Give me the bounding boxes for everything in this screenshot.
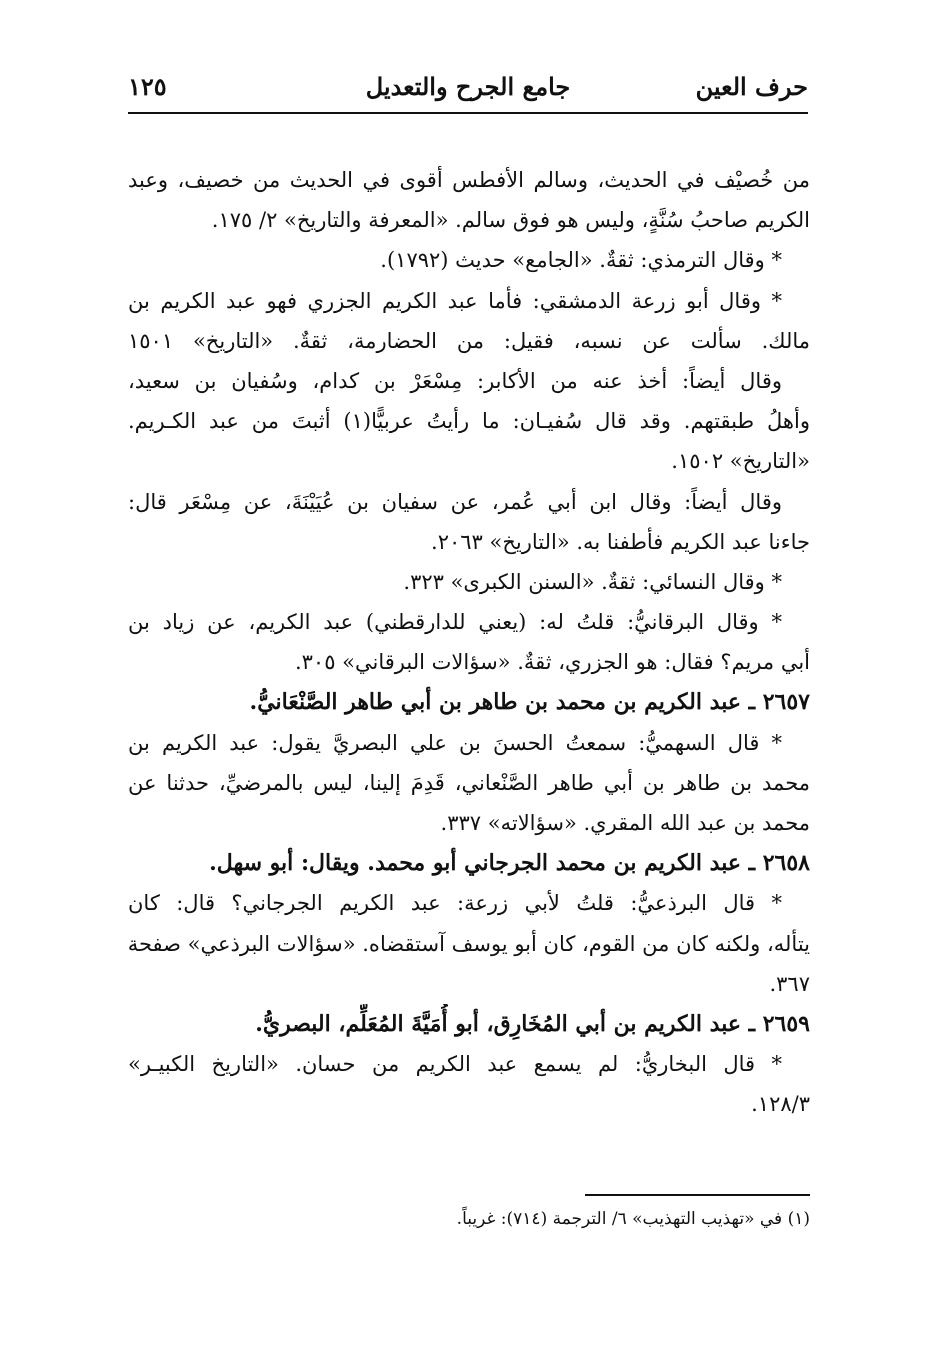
header-rule bbox=[128, 112, 808, 114]
text-line: وقال أيضاً: وقال ابن أبي عُمر، عن سفيان بن عُيَيْنَةَ، عن مِسْعَر قال: bbox=[128, 489, 782, 514]
entry-heading: ٢٦٥٧ ـ عبد الكريم بن محمد بن طاهر بن أبي طاهر الصَّنْعَانيُّ. bbox=[249, 689, 810, 716]
entry-heading: ٢٦٥٨ ـ عبد الكريم بن محمد الجرجاني أبو محمد. ويقال: أبو سهل. bbox=[209, 850, 810, 877]
text-line: أبي مريم؟ فقال: هو الجزري، ثقةٌ. «سؤالات البرقاني» ٣٠٥. bbox=[294, 650, 810, 675]
page-number: ١٢٥ bbox=[128, 72, 167, 101]
footnote: (١) في «تهذيب التهذيب» ٦/ الترجمة (٧١٤): غريباً. bbox=[456, 1209, 810, 1229]
entry-heading: ٢٦٥٩ ـ عبد الكريم بن أبي المُخَارِق، أبو أُمَيَّةَ المُعَلِّم، البصريُّ. bbox=[255, 1010, 810, 1037]
text-line: * وقال الترمذي: ثقةٌ. «الجامع» حديث (١٧٩٢). bbox=[380, 248, 782, 273]
text-line: مالك. سألت عن نسبه، فقيل: من الحضارمة، ثقةٌ. «التاريخ» ١٥٠١ bbox=[128, 328, 810, 353]
text-line: وأهلُ طبقتهم. وقد قال سُفيـان: ما رأيتُ عربيًّا(١) أثبتَ من عبد الكـريم. bbox=[128, 409, 810, 434]
book-title: جامع الجرح والتعديل bbox=[365, 72, 571, 101]
footnote-rule bbox=[585, 1194, 810, 1196]
text-line: يتأله، ولكنه كان من القوم، كان أبو يوسف آستقضاه. «سؤالات البرذعي» صفحة bbox=[128, 931, 810, 956]
text-line: وقال أيضاً: أخذ عنه من الأكابر: مِسْعَرْ بن كدام، وسُفيان بن سعيد، bbox=[128, 368, 782, 393]
text-line: ١٢٨/٣. bbox=[751, 1092, 810, 1117]
text-line: * وقال أبو زرعة الدمشقي: فأما عبد الكريم الجزري فهو عبد الكريم بن bbox=[128, 288, 782, 313]
page-header bbox=[128, 70, 808, 110]
text-line: «التاريخ» ١٥٠٢. bbox=[671, 449, 810, 474]
text-line: * قال البرذعيُّ: قلتُ لأبي زرعة: عبد الكريم الجرجاني؟ قال: كان bbox=[128, 891, 782, 916]
text-line: * وقال البرقانيُّ: قلتُ له: (يعني للدارقطني) عبد الكريم، عن زياد بن bbox=[128, 610, 782, 635]
text-line: من خُصيْف في الحديث، وسالم الأفطس أقوى في الحديث من خصيف، وعبد bbox=[128, 168, 810, 192]
text-line: ٣٦٧. bbox=[769, 971, 810, 996]
text-line: محمد بن عبد الله المقري. «سؤالاته» ٣٣٧. bbox=[440, 811, 810, 835]
page-body bbox=[128, 160, 810, 1125]
text-line: الكريم صاحبُ سُنَّةٍ، وليس هو فوق سالم. «المعرفة والتاريخ» ٢/ ١٧٥. bbox=[211, 208, 810, 233]
chapter-title: حرف العين bbox=[695, 72, 808, 101]
text-line: * وقال النسائي: ثقةٌ. «السنن الكبرى» ٣٢٣. bbox=[403, 569, 782, 594]
text-line: * قال البخاريُّ: لم يسمع عبد الكريم من حسان. «التاريخ الكبيـر» bbox=[128, 1052, 782, 1077]
text-line: * قال السهميُّ: سمعتُ الحسنَ بن علي البصريَّ يقول: عبد الكريم بن bbox=[128, 730, 782, 755]
text-line: جاءنا عبد الكريم فأطفنا به. «التاريخ» ٢٠٦٣. bbox=[431, 529, 810, 554]
text-line: محمد بن طاهر بن أبي طاهر الصَّنْعاني، قَدِمَ إلينا، ليس بالمرضيِّ، حدثنا عن bbox=[128, 770, 810, 795]
